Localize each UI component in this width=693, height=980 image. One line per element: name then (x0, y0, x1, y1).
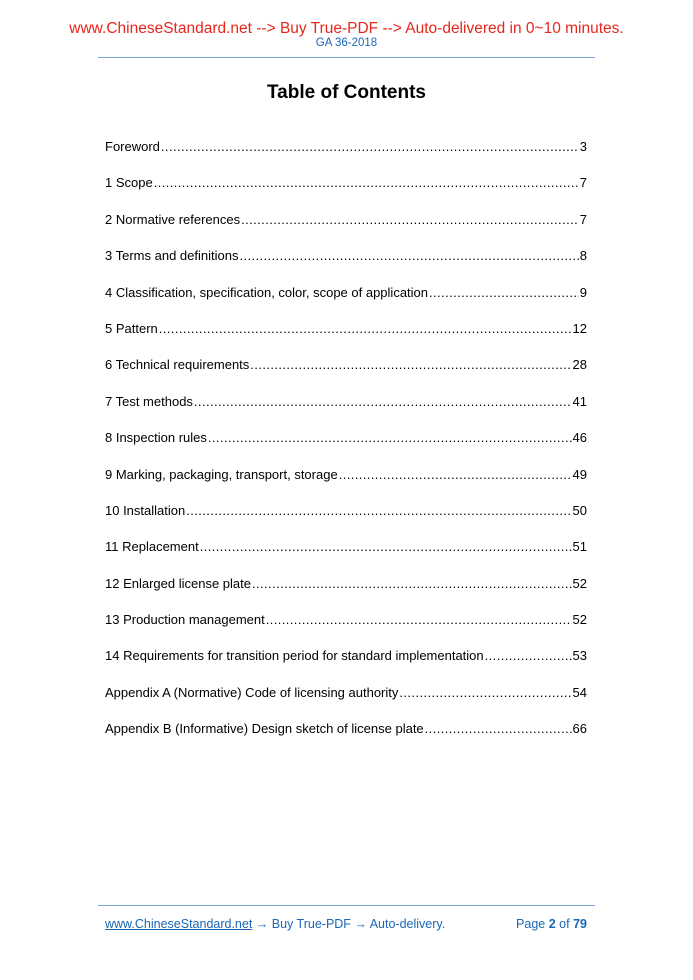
toc-entry[interactable] (105, 720, 587, 756)
toc-entry-page: 53 (572, 648, 587, 664)
toc-entry[interactable] (105, 284, 587, 320)
toc-entry-label: Appendix A (Normative) Code of licensing authority (105, 684, 399, 700)
current-page-number: 2 (548, 917, 556, 931)
toc-leader-dots (194, 393, 572, 411)
page-counter (516, 916, 587, 932)
toc-entry-label: 6 Technical requirements (105, 357, 250, 373)
toc-entry-page: 54 (572, 684, 587, 700)
toc-leader-dots (154, 174, 579, 192)
toc-entry-label: 7 Test methods (105, 393, 193, 409)
toc-leader-dots (241, 211, 579, 229)
toc-leader-dots (429, 284, 579, 302)
toc-entry-page: 12 (572, 320, 587, 336)
toc-entry-label: Appendix B (Informative) Design sketch of license plate (105, 721, 424, 737)
toc-entry-label: 1 Scope (105, 175, 153, 191)
toc-leader-dots (250, 356, 571, 374)
toc-entry[interactable] (105, 174, 587, 210)
of-word: of (559, 917, 570, 931)
toc-leader-dots (425, 720, 572, 738)
toc-entry-page: 49 (572, 466, 587, 482)
page-word: Page (516, 917, 546, 931)
footer-tagline: → Buy True-PDF → Auto-delivery. (252, 917, 446, 931)
toc-leader-dots (200, 538, 572, 556)
toc-entry[interactable] (105, 356, 587, 392)
toc-entry-page: 51 (572, 539, 587, 555)
toc-leader-dots (266, 611, 572, 629)
toc-entry[interactable] (105, 320, 587, 356)
toc-leader-dots (339, 466, 572, 484)
toc-entry-page: 46 (572, 430, 587, 446)
toc-entry[interactable] (105, 502, 587, 538)
toc-entry-label: 3 Terms and definitions (105, 248, 239, 264)
toc-entry-label: 5 Pattern (105, 320, 158, 336)
toc-entry-page: 8 (579, 248, 587, 264)
toc-entry-page: 7 (579, 175, 587, 191)
toc-leader-dots (239, 247, 578, 265)
toc-entry-label: 14 Requirements for transition period for standard implementation (105, 648, 484, 664)
toc-entry-page: 50 (572, 502, 587, 518)
toc-entry-page: 7 (579, 211, 587, 227)
toc-entry-label: 12 Enlarged license plate (105, 575, 251, 591)
footer-site-link[interactable]: www.ChineseStandard.net (105, 917, 253, 931)
toc-entry[interactable] (105, 466, 587, 502)
header-divider (98, 57, 595, 58)
footer-divider (98, 905, 595, 906)
toc-leader-dots (399, 684, 571, 702)
toc-entry[interactable] (105, 247, 587, 283)
toc-entry[interactable] (105, 538, 587, 574)
toc-entry-page: 52 (572, 575, 587, 591)
toc-entry[interactable] (105, 211, 587, 247)
toc-list (105, 138, 587, 757)
toc-leader-dots (485, 647, 572, 665)
toc-entry[interactable] (105, 393, 587, 429)
toc-entry[interactable] (105, 575, 587, 611)
toc-entry-page: 9 (579, 284, 587, 300)
toc-leader-dots (208, 429, 572, 447)
toc-entry-page: 3 (579, 139, 587, 154)
toc-entry-label: 10 Installation (105, 502, 186, 518)
toc-entry[interactable] (105, 684, 587, 720)
toc-entry-page: 41 (572, 393, 587, 409)
toc-entry-label: 4 Classification, specification, color, scope of application (105, 284, 429, 300)
toc-entry-label: 8 Inspection rules (105, 430, 207, 446)
toc-entry[interactable] (105, 647, 587, 683)
toc-title: Table of Contents (266, 82, 427, 103)
top-banner[interactable]: www.ChineseStandard.net --> Buy True-PDF --> Auto-delivered in 0~10 minutes. (69, 20, 624, 37)
toc-entry[interactable] (105, 138, 587, 174)
toc-entry[interactable] (105, 429, 587, 465)
toc-entry-page: 28 (572, 357, 587, 373)
toc-leader-dots (252, 575, 572, 593)
toc-entry-label: 11 Replacement (105, 539, 199, 555)
standard-code: GA 36-2018 (315, 37, 378, 49)
toc-entry-page: 52 (572, 612, 587, 628)
toc-entry-label: 2 Normative references (105, 211, 241, 227)
toc-leader-dots (161, 138, 579, 156)
toc-entry-label: Foreword (105, 139, 160, 154)
toc-entry-page: 66 (572, 721, 587, 737)
toc-leader-dots (159, 320, 572, 338)
total-pages-number: 79 (573, 917, 587, 931)
toc-entry[interactable] (105, 611, 587, 647)
toc-entry-label: 13 Production management (105, 612, 265, 628)
page-footer (105, 916, 587, 932)
toc-entry-label: 9 Marking, packaging, transport, storage (105, 466, 338, 482)
toc-leader-dots (186, 502, 571, 520)
